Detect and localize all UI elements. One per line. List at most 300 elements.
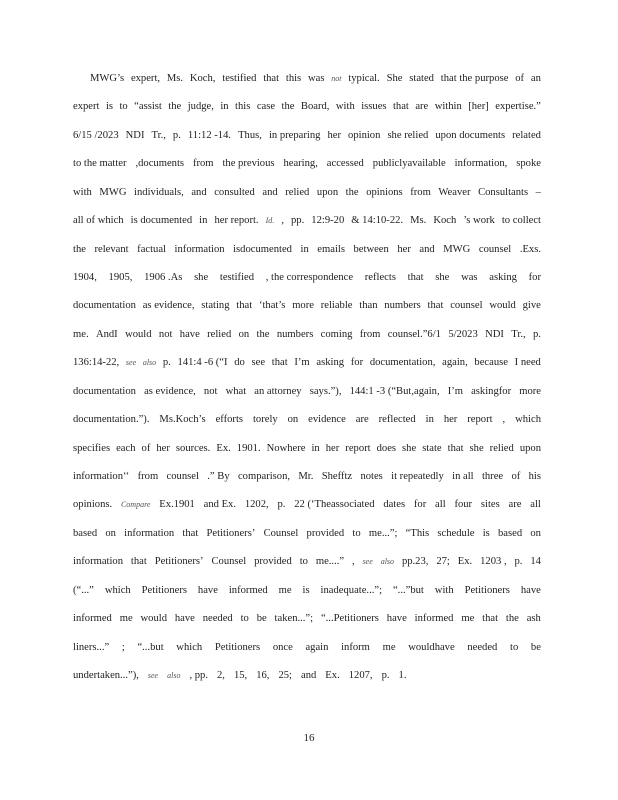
word: judge, [187,101,214,113]
word: & 14:10-22. [351,215,404,227]
text-line [73,554,541,570]
word: 1906 .As [144,272,183,283]
word: pp. [291,215,305,227]
word: counsel [478,243,512,255]
text-line [73,640,541,656]
word: .Exs. [519,243,541,255]
word: the [168,101,182,113]
word: expert [73,101,100,113]
word: all [530,499,541,511]
word: 2, [217,670,225,682]
word: upon documents [435,129,506,141]
word: Id. [265,216,275,226]
word: inadequate...”; [320,584,383,596]
word: in [425,414,434,426]
word: an [530,73,541,84]
word: from [137,471,159,483]
word: reflects [364,272,396,283]
word: have [386,613,407,625]
word: Counsel [263,527,299,539]
word: that [263,73,280,84]
word: this [285,73,302,84]
word: documentation.”). [73,414,150,426]
word: with [335,101,355,113]
word: Petitioners [214,641,261,653]
word: Counsel [211,556,247,568]
word: the [256,328,270,340]
word: (“...” [73,584,94,596]
word: she [402,442,417,454]
word: me [119,613,133,625]
word: it repeatedly [391,471,444,483]
word: have [520,584,541,596]
word: from [410,186,431,198]
word: that [236,300,253,312]
word: emails [317,243,345,255]
word: Ms.Koch’s [159,414,206,426]
word: MWG [99,186,127,198]
text-line [73,128,541,144]
word: and [419,243,435,255]
word: this [235,101,251,113]
word: ‘that’s [258,300,286,312]
word: sites [480,499,500,511]
word: of [511,471,521,483]
word: the [505,613,519,625]
word: 1203 , [480,556,507,568]
word: Koch [433,215,457,227]
word: AndI [95,328,118,340]
word: based [498,527,523,539]
word: counsel.”6/1 [387,328,441,340]
word: she [469,442,484,454]
text-line [73,185,541,201]
word: ,documents [135,158,185,170]
word: I’m [447,385,463,397]
word: Board, [300,101,330,113]
word: on [238,328,250,340]
word: all of which [73,215,124,227]
word: from [359,328,381,340]
word: documentation [73,300,136,312]
word: informed [414,613,454,625]
word: documentation [73,385,136,397]
word: testified [219,272,255,283]
word: again [305,641,329,653]
word: 15, [233,670,248,682]
word: again, [442,357,468,369]
word: information [124,527,175,539]
word: with [434,584,454,596]
word: individuals, [134,186,184,198]
word: Ex.1901 [159,499,195,511]
word: – [535,186,541,198]
word: as evidence, [142,300,195,312]
word: are [508,499,522,511]
word: provided [306,527,345,539]
word: stated [409,73,434,84]
word: her [156,442,170,454]
word: counsel [450,300,483,312]
text-line [73,99,541,115]
word: liners...” [73,641,110,653]
word: Nowhere [266,442,306,454]
word: that [447,442,464,454]
word: between [353,243,389,255]
word: that [407,272,424,283]
word: and [301,670,317,682]
word: 16, [256,670,270,682]
text-line [73,469,541,485]
word: does [376,442,397,454]
word: informed [73,613,112,625]
word: Tr., [151,129,166,141]
text-line [73,298,541,314]
word: me....” [315,556,345,568]
word: not [158,328,173,340]
word: 1901. [236,442,261,454]
word: Ex. [325,670,340,682]
word: Shefftz [321,471,353,483]
word: , pp. [189,670,208,682]
word: she [435,272,450,283]
word: p. [514,556,523,568]
word: NDI [485,328,504,340]
word: askingfor [471,385,512,397]
word: NDI [125,129,145,141]
word: her report. [214,215,259,227]
word: I need [514,357,541,369]
word: on [287,414,299,426]
word: because [474,357,508,369]
word: relevant [94,243,129,255]
word: to [240,613,249,625]
word: based [73,527,98,539]
word: for [413,499,427,511]
word: 22 (‘Theassociated [294,499,375,511]
word: “assist [134,101,162,113]
word: p. [532,328,541,340]
word: that [130,556,147,568]
word: 5/2023 [448,328,478,340]
word: hearing, [283,158,318,170]
word: which [515,414,541,426]
word: sources. [175,442,211,454]
word: Consultants [478,186,529,198]
word: in [220,101,229,113]
word: be [530,641,541,653]
word: is [105,101,114,113]
text-line [73,156,541,172]
word: Ex. [457,556,473,568]
word: also [142,358,157,368]
word: 1. [398,670,407,682]
word: what [225,385,247,397]
text-line [73,441,541,457]
word: Petitioners’ [154,556,204,568]
word: undertaken...”), [73,670,139,682]
word: 1202, [244,499,269,511]
word: pp.23, [401,556,429,568]
word: and Ex. [203,499,237,511]
word: ’s work [463,215,495,227]
word: asking [489,272,517,283]
word: p. [277,499,286,511]
word: me...”; [368,527,398,539]
word: four [454,499,473,511]
word: ash [526,613,541,625]
word: She [386,73,403,84]
word: on [105,527,116,539]
text-line [73,355,541,371]
word: “...Petitioners [320,613,379,625]
word: of [515,73,525,84]
word: in preparing [268,129,321,141]
word: notes [360,471,383,483]
word: 136:14-22, [73,357,120,369]
word: 1207, [348,670,373,682]
word: was [461,272,478,283]
word: all [435,499,446,511]
word: factual [137,243,166,255]
word: for [350,357,364,369]
word: the [73,243,86,255]
word: p. [162,357,171,369]
word: 25; [278,670,292,682]
word: would [140,613,167,625]
word: testified [222,73,257,84]
word: in [311,442,320,454]
word: information [73,556,124,568]
word: and [262,186,278,198]
word: consulted [214,186,255,198]
word: was [307,73,325,84]
word: from [192,158,214,170]
word: as evidence, [144,385,196,397]
word: to [510,641,519,653]
word: Tr., [511,328,526,340]
word: once [272,641,293,653]
word: Ex. [216,442,231,454]
word: “This [405,527,430,539]
word: Weaver [438,186,471,198]
word: coming [320,328,353,340]
word: that [271,357,288,369]
word: be [256,613,267,625]
word: to [352,527,361,539]
word: relied [285,186,310,198]
word: information [174,243,225,255]
word: his [528,471,541,483]
word: Petitioners [464,584,510,596]
word: 144:1 -3 (“But,again, [349,385,440,397]
word: relied [489,442,514,454]
word: an attorney [254,385,302,397]
word: Petitioners’ [206,527,256,539]
text-line [73,270,541,286]
word: reflected [378,414,416,426]
word: MWG’s [90,73,125,84]
word: Thus, [238,129,262,141]
word: me. [73,328,89,340]
word: p. [172,129,181,141]
word: typical. [348,73,380,84]
word: information‘‘ [73,471,130,483]
word: Mr. [298,471,314,483]
word: comparison, [237,471,291,483]
word: within [434,101,462,113]
word: taken...”; [274,613,314,625]
text-line [73,213,541,229]
text-line [73,526,541,542]
word: her [327,129,341,141]
word: that [182,527,199,539]
word: documentation, [369,357,436,369]
word: see [362,557,373,567]
word: than [359,300,378,312]
word: me [461,613,475,625]
word: upon [519,442,541,454]
word: wouldhave [408,641,455,653]
word: relied [207,328,232,340]
word: upon [316,186,339,198]
word: 1904, [73,272,97,283]
word: evidence [308,414,346,426]
word: for [528,272,541,283]
word: me [382,641,396,653]
word: each [116,442,136,454]
word: the previous [222,158,275,170]
word: expertise.” [495,101,541,113]
word: torely [252,414,278,426]
word: , [281,215,284,227]
text-line [73,583,541,599]
word: stating [201,300,230,312]
word: have [179,328,200,340]
word: says.”), [309,385,342,397]
word: not [331,74,342,83]
word: isdocumented [233,243,292,255]
word: give [522,300,541,312]
word: 6/15 /2023 [73,129,119,141]
word: that [427,300,444,312]
word: 141:4 -6 (“I [177,357,228,369]
word: also [167,671,181,681]
word: p. [381,670,390,682]
word: are [415,101,429,113]
word: see [125,358,137,368]
word: she relied [387,129,429,141]
word: to [299,556,308,568]
word: are [355,414,369,426]
word: Ms. [166,73,184,84]
word: 1905, [108,272,133,283]
word: in [199,215,208,227]
word: inform [341,641,370,653]
word: which [176,641,203,653]
word: spoke [516,158,541,170]
word: Ms. [410,215,427,227]
word: also [380,557,395,567]
word: dates [383,499,406,511]
word: she [194,272,209,283]
word: her [443,414,458,426]
word: provided [254,556,292,568]
word: three [481,471,504,483]
text-line [73,497,541,513]
word: counsel [166,471,199,483]
word: .” By [207,471,230,483]
text-line [73,611,541,627]
word: to the matter [73,158,127,170]
word: not [203,385,218,397]
word: see [147,671,159,681]
word: related [512,129,541,141]
word: is [482,527,490,539]
word: publiclyavailable [372,158,446,170]
word: Compare [120,500,151,510]
word: is documented [130,215,193,227]
word: 27; [436,556,450,568]
word: “...”but [392,584,424,596]
word: in all [452,471,474,483]
word: specifies [73,442,111,454]
word: efforts [215,414,244,426]
text-line [73,384,541,400]
word: opinion [348,129,381,141]
word: , [502,414,506,426]
text-line [73,242,541,258]
word: would [489,300,516,312]
word: , [352,556,355,568]
word: do [234,357,245,369]
word: needed [467,641,498,653]
word: and [191,186,207,198]
word: expert, [130,73,161,84]
word: the [281,101,295,113]
word: that [482,613,499,625]
word: ; [121,641,125,653]
word: accessed [326,158,364,170]
word: I’m [294,357,310,369]
word: numbers [384,300,421,312]
word: see [251,357,266,369]
word: opinions [366,186,403,198]
word: asking [316,357,345,369]
text-line [90,71,541,87]
word: information, [454,158,508,170]
word: report [467,414,493,426]
word: to collect [501,215,541,227]
word: case [256,101,276,113]
word: needed [202,613,233,625]
word: , the correspondence [265,272,354,283]
word: that the purpose [440,73,509,84]
word: have [174,613,195,625]
page-number: 16 [303,732,315,744]
word: schedule [437,527,475,539]
word: on [530,527,541,539]
word: reliable [320,300,353,312]
text-line [73,412,541,428]
word: to [119,101,128,113]
word: opinions. [73,499,113,511]
word: issues [361,101,387,113]
word: which [104,584,131,596]
word: more [292,300,314,312]
word: Petitioners [141,584,187,596]
word: 14 [530,556,541,568]
